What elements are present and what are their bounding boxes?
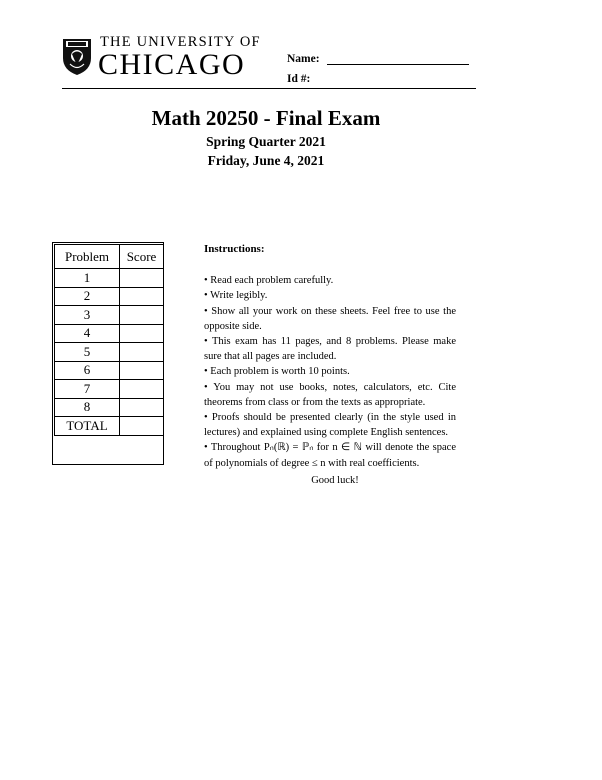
- problem-number: 6: [55, 362, 120, 381]
- problem-number: 3: [55, 306, 120, 325]
- table-row: [55, 325, 164, 344]
- score-cell[interactable]: [120, 325, 164, 344]
- problem-number: 4: [55, 325, 120, 344]
- table-row: [55, 417, 164, 436]
- exam-header: [62, 34, 476, 89]
- table-row: [55, 269, 164, 288]
- name-field-row: [287, 45, 469, 65]
- score-table-header-row: [55, 245, 164, 269]
- total-label: TOTAL: [55, 417, 120, 436]
- university-shield-icon: [62, 38, 92, 76]
- instruction-item: • This exam has 11 pages, and 8 problems. Please make sure that all pages are included.: [204, 336, 456, 363]
- instruction-item: • Read each problem carefully.: [204, 275, 334, 287]
- id-field-row: [287, 65, 469, 85]
- table-row: [55, 399, 164, 418]
- score-cell[interactable]: [120, 399, 164, 418]
- table-row: [55, 288, 164, 307]
- table-row: [55, 306, 164, 325]
- problem-number: 5: [55, 343, 120, 362]
- score-column-header: Score: [120, 245, 164, 269]
- name-input-line[interactable]: [327, 53, 469, 65]
- problem-number: 8: [55, 399, 120, 418]
- chicago-wordmark: CHICAGO: [98, 48, 246, 81]
- university-logo: [62, 34, 272, 82]
- instruction-item: • Throughout Pₙ(ℝ) = ℙₙ for n ∈ ℕ will denote the space of polynomials of degree ≤ n with real coefficients.: [204, 442, 456, 469]
- exam-quarter: Spring Quarter 2021: [206, 134, 326, 149]
- score-cell[interactable]: [120, 380, 164, 399]
- score-cell[interactable]: [120, 362, 164, 381]
- student-info-fields: [287, 45, 469, 85]
- instruction-item: • Proofs should be presented clearly (in the style used in lectures) and explained using complete English sentences.: [204, 412, 456, 439]
- instructions-heading: Instructions:: [204, 243, 265, 255]
- score-cell[interactable]: [120, 343, 164, 362]
- problem-column-header: Problem: [55, 245, 120, 269]
- problem-number: 7: [55, 380, 120, 399]
- problem-number: 1: [55, 269, 120, 288]
- name-label: Name:: [287, 53, 320, 65]
- score-cell[interactable]: [120, 269, 164, 288]
- instruction-item: • You may not use books, notes, calculators, etc. Cite theorems from class or from the texts as appropriate.: [204, 381, 456, 408]
- table-row: [55, 343, 164, 362]
- score-cell[interactable]: [120, 306, 164, 325]
- instructions-block: [204, 242, 456, 488]
- table-row: [55, 362, 164, 381]
- id-label: Id #:: [287, 73, 311, 85]
- score-cell[interactable]: [120, 288, 164, 307]
- instruction-item: • Each problem is worth 10 points.: [204, 366, 350, 378]
- exam-date: Friday, June 4, 2021: [207, 153, 325, 168]
- score-table: [54, 244, 164, 436]
- problem-number: 2: [55, 288, 120, 307]
- exam-title: Math 20250 - Final Exam: [151, 106, 381, 130]
- table-row: [55, 380, 164, 399]
- university-name-line: THE UNIVERSITY OF: [100, 34, 261, 50]
- good-luck-text: Good luck!: [311, 474, 359, 486]
- header-divider: [62, 88, 476, 89]
- total-score-cell[interactable]: [120, 417, 164, 436]
- instruction-item: • Write legibly.: [204, 290, 268, 302]
- instruction-item: • Show all your work on these sheets. Feel free to use the opposite side.: [204, 305, 456, 332]
